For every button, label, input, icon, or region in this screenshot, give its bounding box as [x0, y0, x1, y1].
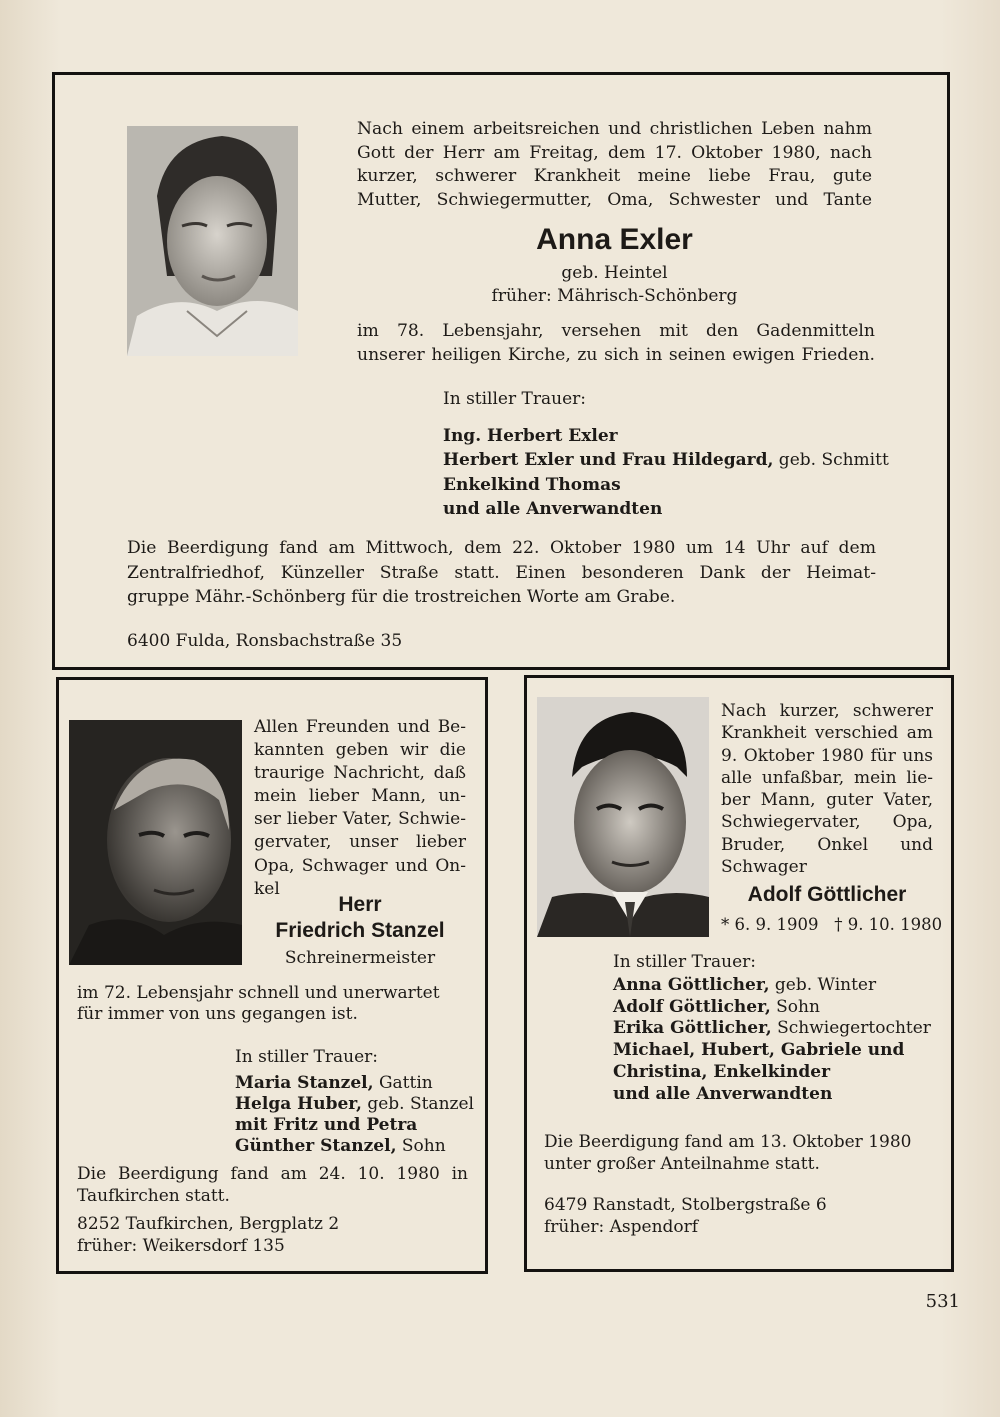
text-line: Zentralfriedhof, Künzeller Straße statt. Einen besonderen Dank der Heimat- — [127, 562, 876, 583]
mourners-list-adolf-goettlicher — [613, 975, 943, 1105]
text-line: früher: Aspendorf — [544, 1217, 699, 1237]
funeral-text-friedrich-stanzel — [77, 1163, 468, 1207]
funeral-text-adolf-goettlicher — [544, 1131, 936, 1175]
page-number: 531 — [925, 1291, 960, 1312]
text-line: Nach einem arbeitsreichen und christlichen Leben nahm — [357, 119, 872, 139]
text-line: Krankheit verschied am — [721, 723, 933, 744]
mourner-entry — [613, 1018, 943, 1040]
text-line: traurige Nachricht, daß — [254, 763, 466, 784]
mourner-relation: geb. Winter — [769, 975, 877, 995]
address-anna-exler: 6400 Fulda, Ronsbachstraße 35 — [127, 631, 403, 651]
mourner-name: Maria Stanzel, — [235, 1073, 374, 1093]
mourner-relation: Gattin — [373, 1073, 433, 1093]
birth-name: geb. Heintel — [561, 263, 668, 283]
mourner-entry — [443, 473, 873, 497]
text-line: kurzer, schwerer Krankheit meine liebe Frau, gute — [357, 166, 872, 186]
mourner-entry — [613, 1062, 943, 1084]
mourner-entry — [613, 1040, 943, 1062]
text-line: Die Beerdigung fand am 24. 10. 1980 in — [77, 1164, 468, 1184]
text-line: Bruder, Onkel und — [721, 834, 933, 855]
text-line: kannten geben wir die — [254, 740, 466, 761]
mourner-name: Adolf Göttlicher, — [613, 996, 771, 1017]
mourner-name: Helga Huber, — [235, 1094, 362, 1114]
text-line: Gott der Herr am Freitag, dem 17. Oktober 1980, nach — [357, 142, 872, 163]
text-line: für immer von uns gegangen ist. — [77, 1004, 358, 1024]
text-line: unter großer Anteilnahme statt. — [544, 1154, 820, 1174]
deceased-name-adolf-goettlicher: Adolf Göttlicher — [747, 883, 907, 906]
mourners-list-anna-exler — [443, 424, 889, 521]
mourner-entry — [443, 497, 873, 521]
mourners-list-friedrich-stanzel — [235, 1073, 475, 1157]
deceased-title-friedrich-stanzel: Herr — [338, 893, 382, 916]
intro-text-adolf-goettlicher — [721, 700, 933, 878]
mourning-label: In stiller Trauer: — [443, 389, 586, 409]
text-line: 9. Oktober 1980 für uns — [721, 745, 933, 766]
text-line: Die Beerdigung fand am Mittwoch, dem 22. Oktober 1980 um 14 Uhr auf dem — [127, 538, 876, 558]
portrait-photo-anna-exler — [127, 126, 298, 356]
mourner-name: mit Fritz und Petra — [235, 1115, 418, 1135]
mourner-relation: Sohn — [770, 996, 820, 1017]
mourner-entry — [613, 1084, 943, 1106]
text-line: Schwager — [721, 857, 807, 878]
mourner-entry — [235, 1115, 475, 1136]
age-text-friedrich-stanzel — [77, 983, 469, 1025]
text-line: ser lieber Vater, Schwie- — [254, 809, 466, 830]
mourner-entry — [613, 997, 943, 1019]
life-dates: * 6. 9. 1909 † 9. 10. 1980 — [721, 915, 943, 934]
text-line: im 72. Lebensjahr schnell und unerwartet — [77, 983, 440, 1003]
mourner-entry — [235, 1073, 475, 1094]
text-line: Allen Freunden und Be- — [254, 717, 466, 737]
mourning-label: In stiller Trauer: — [613, 952, 756, 972]
mourner-name: Anna Göttlicher, — [613, 975, 770, 995]
deceased-name-anna-exler: Anna Exler — [536, 223, 693, 256]
text-line: früher: Weikersdorf 135 — [77, 1236, 285, 1256]
mourner-name: Herbert Exler und Frau Hildegard, — [443, 450, 774, 471]
mourner-name: Christina, Enkelkinder — [613, 1061, 831, 1082]
text-line: alle unfaßbar, mein lie- — [721, 767, 933, 788]
mourner-relation: Sohn — [396, 1136, 446, 1156]
mourner-name: und alle Anverwandten — [613, 1083, 833, 1104]
text-line: ber Mann, guter Vater, — [721, 790, 933, 811]
portrait-photo-adolf-goettlicher — [537, 697, 709, 937]
text-line: Nach kurzer, schwerer — [721, 701, 933, 721]
text-line: gervater, unser lieber — [254, 832, 466, 853]
address-adolf-goettlicher — [544, 1194, 936, 1238]
text-line: Die Beerdigung fand am 13. Oktober 1980 — [544, 1132, 912, 1152]
mourner-relation: geb. Stanzel — [361, 1094, 474, 1114]
deceased-name-friedrich-stanzel: Friedrich Stanzel — [275, 919, 445, 942]
mourner-relation: geb. Schmitt — [773, 450, 889, 471]
text-line: kel — [254, 878, 280, 899]
mourner-entry — [235, 1136, 475, 1157]
mourner-entry — [613, 975, 943, 997]
text-line: 6479 Ranstadt, Stolbergstraße 6 — [544, 1195, 827, 1215]
mourner-entry — [443, 424, 873, 448]
address-friedrich-stanzel — [77, 1213, 468, 1257]
text-line: Mutter, Schwiegermutter, Oma, Schwester und Tante — [357, 189, 872, 210]
origin: früher: Mährisch-Schönberg — [491, 286, 738, 306]
portrait-photo-friedrich-stanzel — [69, 720, 242, 965]
age-text-anna-exler — [357, 320, 875, 367]
intro-text-anna-exler — [357, 118, 872, 212]
text-line: mein lieber Mann, un- — [254, 786, 466, 807]
mourner-name: Erika Göttlicher, — [613, 1018, 772, 1039]
text-line: Schwiegervater, Opa, — [721, 812, 933, 833]
mourner-entry — [443, 448, 889, 472]
text-line: Opa, Schwager und On- — [254, 855, 466, 876]
text-line: gruppe Mähr.-Schönberg für die trostreichen Worte am Grabe. — [127, 587, 676, 607]
funeral-text-anna-exler — [127, 536, 876, 610]
text-line: im 78. Lebensjahr, versehen mit den Gadenmitteln — [357, 321, 875, 341]
mourning-label: In stiller Trauer: — [235, 1047, 378, 1067]
text-line: unserer heiligen Kirche, zu sich in seinen ewigen Frieden. — [357, 344, 875, 365]
text-line: Taufkirchen statt. — [77, 1186, 230, 1206]
mourner-name: Enkelkind Thomas — [443, 474, 621, 495]
profession: Schreinermeister — [284, 948, 436, 968]
mourner-entry — [235, 1094, 475, 1115]
mourner-relation: Schwiegertochter — [771, 1018, 931, 1039]
mourner-name: Michael, Hubert, Gabriele und — [613, 1040, 905, 1061]
text-line: 8252 Taufkirchen, Bergplatz 2 — [77, 1214, 340, 1234]
mourner-name: Günther Stanzel, — [235, 1136, 397, 1156]
mourner-name: und alle Anverwandten — [443, 498, 663, 519]
mourner-name: Ing. Herbert Exler — [443, 426, 618, 446]
intro-text-friedrich-stanzel — [254, 716, 466, 901]
